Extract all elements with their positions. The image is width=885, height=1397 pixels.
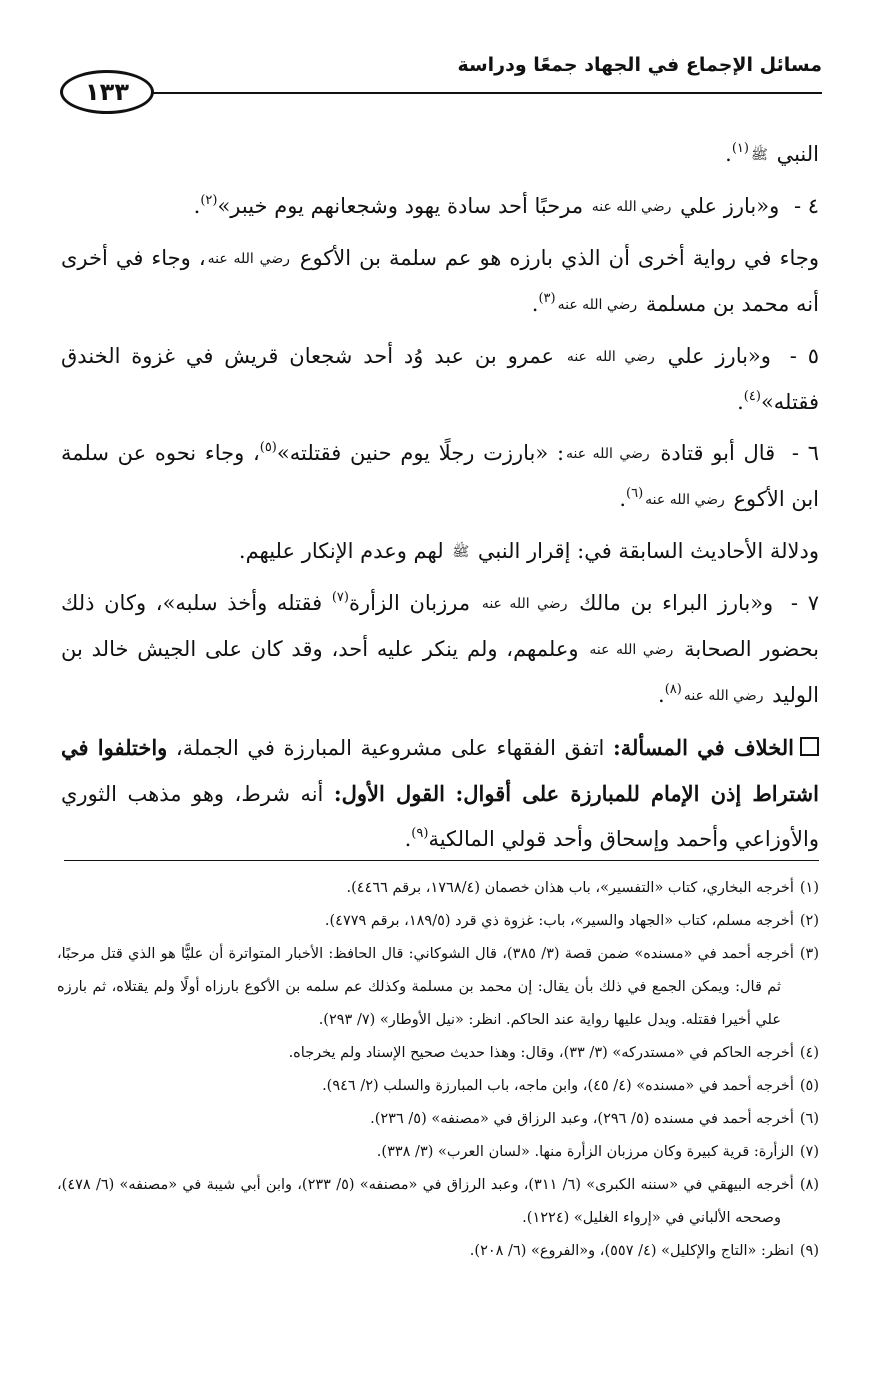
page-number-badge: ١٣٣ — [60, 70, 154, 114]
page-header — [52, 48, 822, 126]
header-rule — [142, 92, 822, 94]
running-title: مسائل الإجماع في الجهاد جمعًا ودراسة — [457, 54, 822, 76]
main-text — [61, 132, 819, 868]
footnote-5: (٥)أخرجه أحمد في «مسنده» (٤/ ٤٥)، وابن ماجه، باب المبارزة والسلب (٢/ ٩٤٦). — [322, 1078, 819, 1094]
footnote-ref: (٦) — [626, 486, 644, 501]
radi-honorific: رضي الله عنه — [591, 199, 672, 215]
paragraph-item-4: ٤ - و«بارز علي رضي الله عنه مرحبًا أحد سادة يهود وشجعانهم يوم خيبر»$^{(٢)}$. — [193, 193, 819, 218]
paragraph-item-6: ٦ - قال أبو قتادة رضي الله عنه: «بارزت رجلًا يوم حنين فقتلته»$^{(٥)}$، وجاء نحوه عن سلمة ابن الأكوع رضي الله عنه$^{(٦)}$. — [61, 440, 820, 511]
footnote-ref: (٨) — [664, 682, 682, 697]
section-box-icon — [800, 737, 819, 756]
paragraph-disagreement: الخلاف في المسألة: اتفق الفقهاء على مشروعية المبارزة في الجملة، واختلفوا في اشتراط إذن الإمام للمبارزة على أقوال: القول الأول: أنه شرط، وهو مذهب الثوري والأوزاعي وأحمد وإسحاق وأحد قولي المالكية$^{(٩)}$. — [61, 735, 819, 851]
footnote-ref: (٣) — [538, 291, 556, 306]
radi-honorific: رضي الله عنه — [481, 596, 568, 612]
footnote-separator — [64, 860, 819, 861]
prophet-honorific: ﷺ — [452, 544, 470, 560]
paragraph-evidence: ودلالة الأحاديث السابقة في: إقرار النبي ﷺ لهم وعدم الإنكار عليهم. — [238, 539, 819, 563]
radi-honorific: رضي الله عنه — [589, 642, 674, 658]
footnote-6: (٦)أخرجه أحمد في مسنده (٥/ ٢٩٦)، وعبد الرزاق في «مصنفه» (٥/ ٢٣٦). — [370, 1111, 819, 1127]
footnote-3: (٣)أخرجه أحمد في «مسنده» ضمن قصة (٣/ ٣٨٥)، قال الشوكاني: قال الحافظ: الأخبار المتواترة أن عليًّا هو الذي قتل مرحبًا، ثم قال: ويمكن الجمع في ذلك بأن يقال: إن محمد بن مسلمة وكذلك عم سلمه بن الأكوع بارزاه أولًا ولم يقتلاه، ثم بارزه علي أخيرا فقتله. ويدل عليها رواية عند الحاكم. انظر: «نيل الأوطار» (٧/ ٢٩٣). — [57, 946, 819, 1028]
footnote-9: (٩)انظر: «التاج والإكليل» (٤/ ٥٥٧)، و«الفروع» (٦/ ٢٠٨). — [469, 1243, 819, 1259]
footnote-ref: (٧) — [331, 590, 349, 605]
item-number: ٤ - — [793, 194, 819, 218]
footnote-7: (٧)الزأرة: قرية كبيرة وكان مرزبان الزأرة منها. «لسان العرب» (٣/ ٣٣٨). — [376, 1144, 819, 1160]
paragraph-continuation: النبي ﷺ$^{(١)}$. — [725, 141, 819, 166]
radi-honorific: رضي الله عنه — [566, 446, 650, 462]
item-number: ٧ - — [790, 591, 819, 615]
footnote-2: (٢)أخرجه مسلم، كتاب «الجهاد والسير»، باب: غزوة ذي قرد (١٨٩/٥، برقم ٤٧٧٩). — [324, 913, 819, 929]
footnote-ref: (٤) — [743, 389, 761, 404]
paragraph-item-7: ٧ - و«بارز البراء بن مالك رضي الله عنه مرزبان الزأرة$^{(٧)}$ فقتله وأخذ سلبه»، وكان ذلك بحضور الصحابة رضي الله عنه وعلمهم، ولم ينكر عليه أحد، وقد كان على الجيش خالد بن الوليد رضي الله عنه$^{(٨)}$. — [61, 590, 819, 707]
footnote-ref: (٩) — [411, 826, 429, 841]
paragraph-other-narration: وجاء في رواية أخرى أن الذي بارزه هو عم سلمة بن الأكوع رضي الله عنه، وجاء في أخرى أنه محمد بن مسلمة رضي الله عنه$^{(٣)}$. — [61, 246, 819, 316]
footnotes — [57, 872, 819, 1268]
radi-honorific: رضي الله عنه — [207, 251, 290, 267]
footnote-8: (٨)أخرجه البيهقي في «سننه الكبرى» (٦/ ٣١١)، وعبد الرزاق في «مصنفه» (٥/ ٢٣٣)، وابن أبي شيبة في «مصنفه» (٦/ ٤٧٨)، وصححه الألباني في «إرواء الغليل» (١٢٢٤). — [57, 1177, 819, 1226]
radi-honorific: رضي الله عنه — [557, 297, 638, 313]
radi-honorific: رضي الله عنه — [683, 688, 764, 704]
item-number: ٥ - — [789, 344, 819, 368]
radi-honorific: رضي الله عنه — [645, 492, 725, 508]
item-number: ٦ - — [791, 441, 820, 465]
footnote-4: (٤)أخرجه الحاكم في «مستدركه» (٣/ ٣٣)، وقال: وهذا حديث صحيح الإسناد ولم يخرجاه. — [288, 1045, 819, 1061]
footnote-ref: (٥) — [259, 440, 277, 455]
footnote-1: (١)أخرجه البخاري، كتاب «التفسير»، باب هذان خصمان (١٧٦٨/٤، برقم ٤٤٦٦). — [346, 880, 819, 896]
radi-honorific: رضي الله عنه — [566, 349, 655, 365]
prophet-honorific: ﷺ — [750, 147, 768, 163]
paragraph-item-5: ٥ - و«بارز علي رضي الله عنه عمرو بن عبد وُد أحد شجعان قريش في غزوة الخندق فقتله»$^{(٤)}$. — [61, 344, 819, 414]
footnote-ref: (٢) — [200, 193, 218, 208]
footnote-ref: (١) — [731, 141, 749, 156]
